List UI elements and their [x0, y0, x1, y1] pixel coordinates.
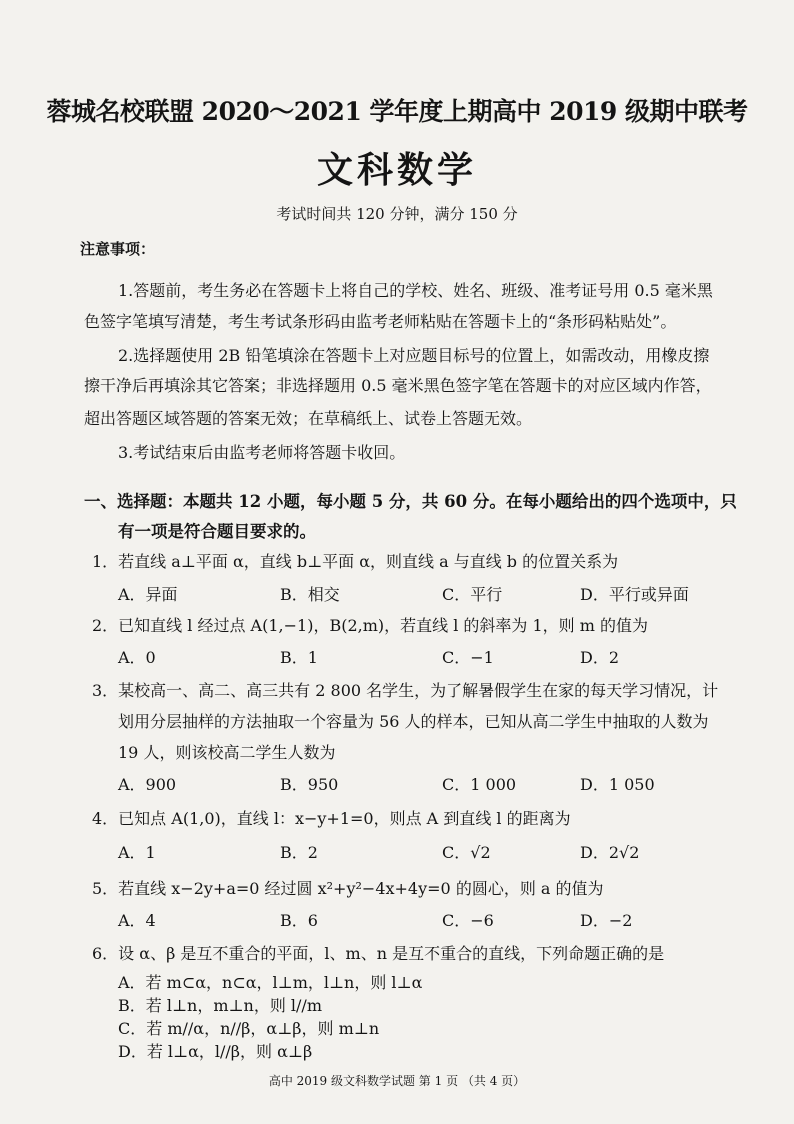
option-b: B．1 [280, 648, 318, 667]
question-4-stem: 4．已知点 A(1,0)，直线 l：x−y+1=0，则点 A 到直线 l 的距离为 [92, 809, 571, 828]
option-b: B．若 l⊥n，m⊥n，则 l//m [118, 996, 322, 1015]
option-a: A．若 m⊂α，n⊂α，l⊥m，l⊥n，则 l⊥α [118, 973, 423, 992]
option-d: D．平行或异面 [580, 585, 689, 604]
question-3-stem-cont: 划用分层抽样的方法抽取一个容量为 56 人的样本，已知从高二学生中抽取的人数为 [118, 712, 709, 731]
option-a: A．异面 [118, 585, 178, 604]
notice-line: 3.考试结束后由监考老师将答题卡收回。 [118, 443, 406, 462]
question-3-stem: 3．某校高一、高二、高三共有 2 800 名学生，为了解暑假学生在家的每天学习情况，计 [92, 681, 719, 700]
option-d: D．−2 [580, 911, 633, 930]
page-footer: 高中 2019 级文科数学试题 第 1 页 （共 4 页） [268, 1074, 526, 1088]
question-5-stem: 5．若直线 x−2y+a=0 经过圆 x²+y²−4x+4y=0 的圆心，则 a 的值为 [92, 879, 604, 898]
option-b: B．2 [280, 843, 318, 862]
notice-heading: 注意事项： [80, 240, 156, 258]
notice-line: 擦干净后再填涂其它答案；非选择题用 0.5 毫米黑色签字笔在答题卡的对应区域内作答， [84, 376, 712, 395]
option-d: D．2√2 [580, 843, 640, 862]
option-b: B．相交 [280, 585, 340, 604]
option-c: C．−6 [442, 911, 494, 930]
exam-title: 蓉城名校联盟 2020～2021 学年度上期高中 2019 级期中联考 [46, 97, 748, 126]
option-c: C．1 000 [442, 775, 517, 794]
question-6-stem: 6．设 α、β 是互不重合的平面，l、m、n 是互不重合的直线，下列命题正确的是 [92, 944, 665, 963]
notice-line: 色签字笔填写清楚，考生考试条形码由监考老师粘贴在答题卡上的“条形码粘贴处”。 [84, 312, 677, 331]
notice-line: 1.答题前，考生务必在答题卡上将自己的学校、姓名、班级、准考证号用 0.5 毫米黑 [118, 281, 713, 300]
option-a: A．0 [118, 648, 156, 667]
section-heading-cont: 有一项是符合题目要求的。 [118, 522, 316, 541]
notice-line: 超出答题区域答题的答案无效；在草稿纸上、试卷上答题无效。 [84, 409, 533, 428]
section-heading: 一、选择题：本题共 12 小题，每小题 5 分，共 60 分。在每小题给出的四个选项中，只 [84, 492, 737, 511]
option-b: B．950 [280, 775, 339, 794]
option-d: D．若 l⊥α，l//β，则 α⊥β [118, 1042, 313, 1061]
option-a: A．900 [118, 775, 177, 794]
option-a: A．4 [118, 911, 156, 930]
option-d: D．1 050 [580, 775, 655, 794]
question-1-stem: 1．若直线 a⊥平面 α，直线 b⊥平面 α，则直线 a 与直线 b 的位置关系为 [92, 552, 619, 571]
exam-time-info: 考试时间共 120 分钟，满分 150 分 [276, 205, 518, 223]
option-a: A．1 [118, 843, 156, 862]
option-d: D．2 [580, 648, 620, 667]
subject-title: 文科数学 [316, 149, 477, 191]
option-c: C．平行 [442, 585, 503, 604]
option-b: B．6 [280, 911, 318, 930]
question-3-stem-cont: 19 人，则该校高二学生人数为 [118, 743, 336, 762]
option-c: C．−1 [442, 648, 494, 667]
question-2-stem: 2．已知直线 l 经过点 A(1,−1)，B(2,m)，若直线 l 的斜率为 1，则 m 的值为 [92, 616, 649, 635]
notice-line: 2.选择题使用 2B 铅笔填涂在答题卡上对应题目标号的位置上，如需改动，用橡皮擦 [118, 346, 710, 365]
option-c: C．√2 [442, 843, 491, 862]
option-c: C．若 m//α，n//β，α⊥β，则 m⊥n [118, 1019, 380, 1038]
